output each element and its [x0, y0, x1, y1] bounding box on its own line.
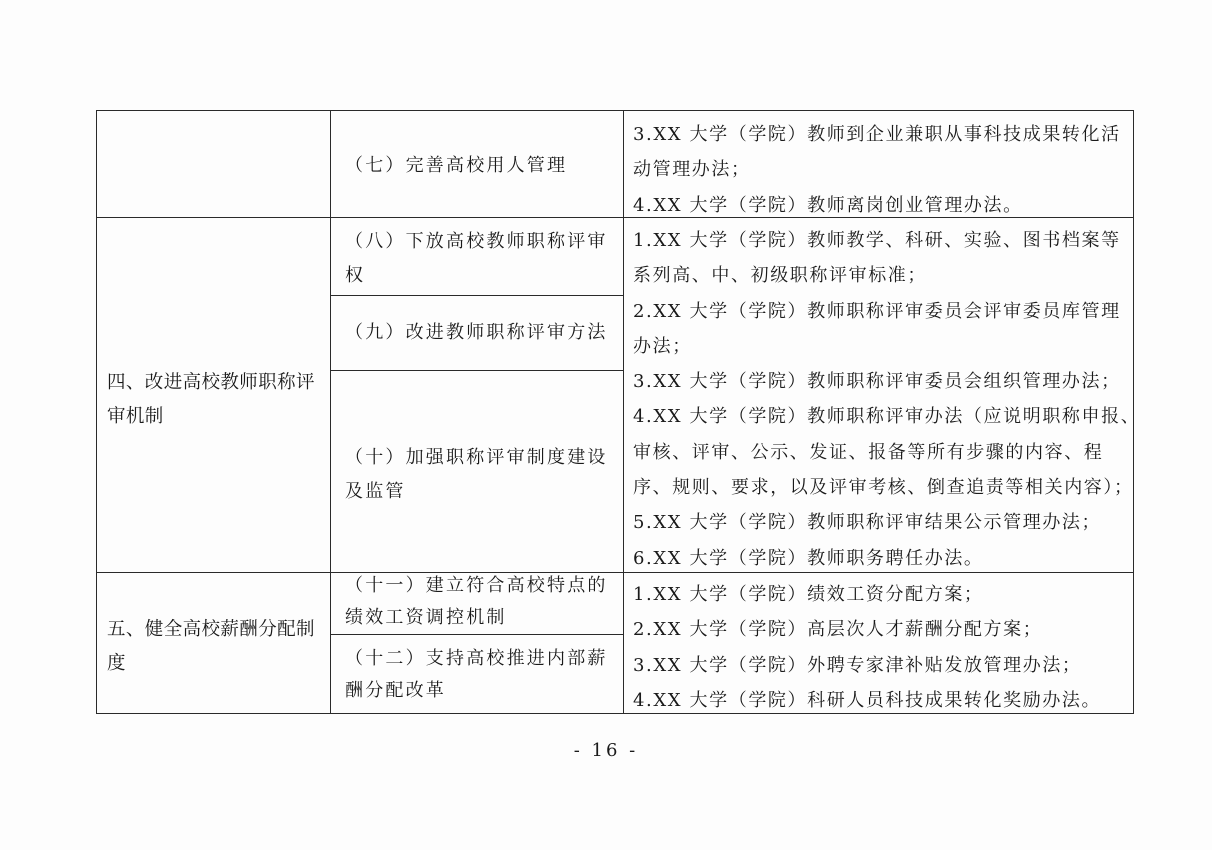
measure-text	[345, 643, 608, 707]
document-line: 系列高、中、初级职称评审标准；	[633, 265, 927, 287]
measure-divider	[330, 634, 623, 635]
document-line: 1.XX 大学（学院）绩效工资分配方案；	[633, 584, 984, 605]
measure-line: 权	[345, 265, 366, 286]
category-line: 四、改进高校教师职称评	[107, 372, 315, 393]
measure-text	[345, 316, 608, 350]
measure-line: （九）改进教师职称评审方法	[345, 322, 608, 343]
measure-line: 绩效工资调控机制	[345, 607, 507, 628]
measure-line: 及监管	[345, 481, 406, 502]
document-list	[633, 223, 1140, 576]
document-list	[633, 577, 1101, 718]
document-line: 3.XX 大学（学院）教师到企业兼职从事科技成果转化活	[633, 124, 1121, 145]
measure-line: （八）下放高校教师职称评审	[345, 231, 608, 252]
document-list	[633, 117, 1121, 223]
document-line: 1.XX 大学（学院）教师教学、科研、实验、图书档案等	[633, 230, 1121, 251]
category-line: 审机制	[107, 406, 164, 427]
measure-line: 酬分配改革	[345, 680, 446, 701]
category-line: 度	[107, 653, 126, 674]
measure-divider	[330, 370, 623, 371]
document-line: 3.XX 大学（学院）外聘专家津补贴发放管理办法；	[633, 654, 1082, 676]
measure-text: （七）完善高校用人管理	[345, 155, 568, 176]
document-line: 动管理办法；	[633, 159, 751, 181]
category-label	[107, 366, 315, 434]
document-line: 序、规则、要求，以及评审考核、倒查追责等相关内容）；	[633, 477, 1134, 499]
column-divider	[330, 111, 331, 713]
column-divider	[623, 111, 624, 713]
measure-divider	[330, 295, 623, 296]
document-line: 2.XX 大学（学院）高层次人才薪酬分配方案；	[633, 619, 1043, 641]
category-line: 五、健全高校薪酬分配制	[107, 619, 315, 640]
document-line: 3.XX 大学（学院）教师职称评审委员会组织管理办法；	[633, 371, 1121, 393]
measure-line: （十一）建立符合高校特点的	[345, 575, 608, 596]
measure-text	[345, 570, 608, 634]
measure-text	[345, 225, 608, 293]
document-line: 2.XX 大学（学院）教师职称评审委员会评审委员库管理	[633, 300, 1121, 322]
document-line: 4.XX 大学（学院）科研人员科技成果转化奖励办法。	[633, 689, 1102, 711]
document-line: 4.XX 大学（学院）教师离岗创业管理办法。	[633, 194, 1023, 216]
category-label	[107, 613, 315, 681]
page-number: - 16 -	[573, 740, 639, 761]
document-line: 审核、评审、公示、发证、报备等所有步骤的内容、程	[633, 441, 1104, 463]
measure-line: （十）加强职称评审制度建设	[345, 447, 608, 468]
document-line: 6.XX 大学（学院）教师职务聘任办法。	[633, 547, 984, 569]
document-line: 5.XX 大学（学院）教师职称评审结果公示管理办法；	[633, 512, 1102, 534]
measure-line: （十二）支持高校推进内部薪	[345, 648, 608, 669]
document-line: 办法；	[633, 335, 692, 357]
policy-table	[96, 110, 1141, 714]
document-line: 4.XX 大学（学院）教师职称评审办法（应说明职称申报、	[633, 406, 1141, 428]
measure-text	[345, 441, 608, 509]
